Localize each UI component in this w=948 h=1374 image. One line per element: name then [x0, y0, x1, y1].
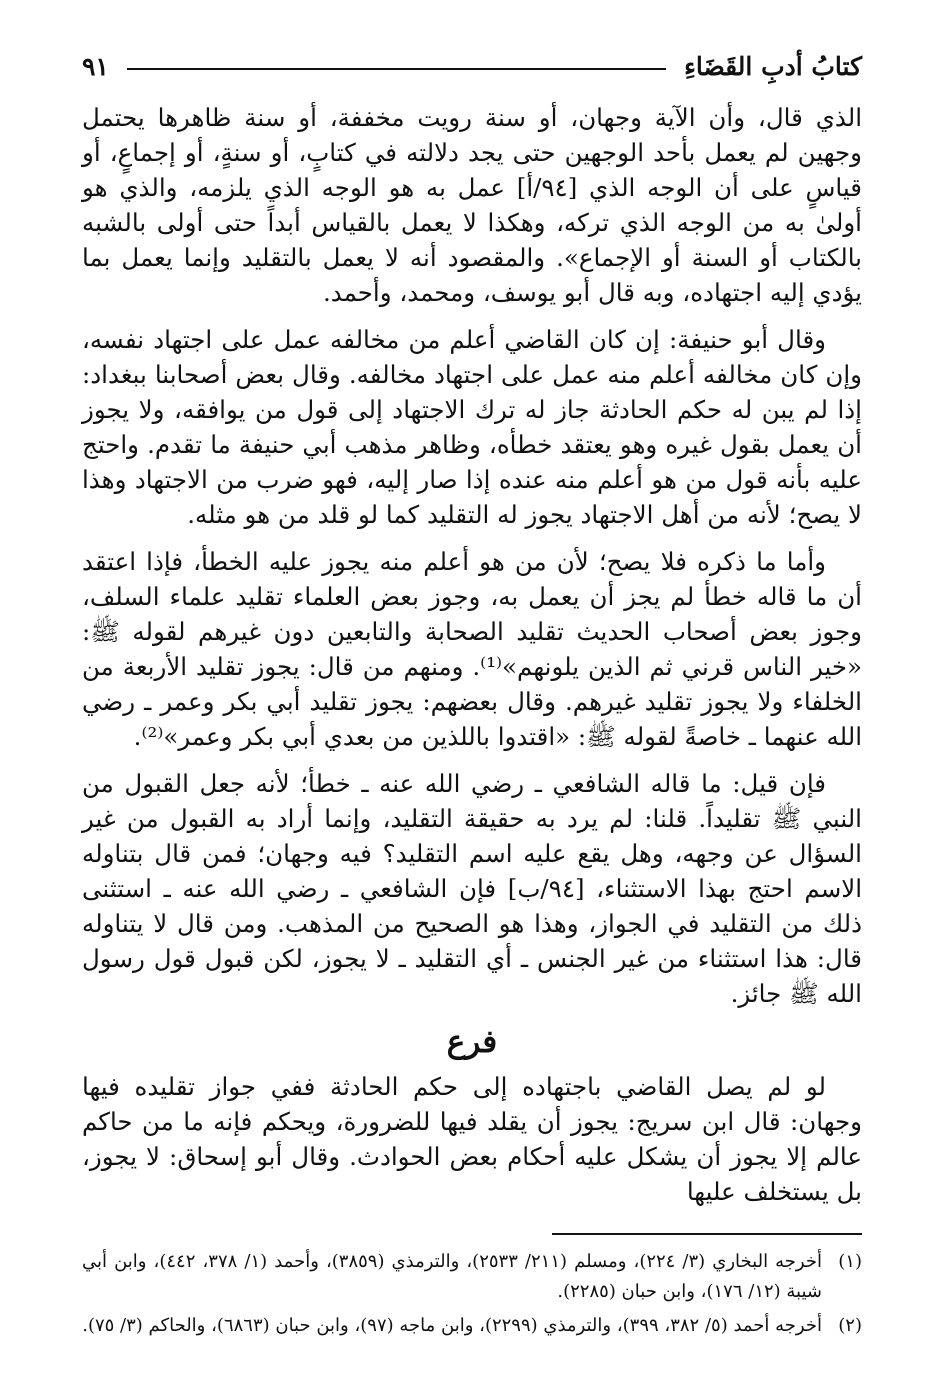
- footnote-rule: [552, 1233, 862, 1235]
- section-paragraph: لو لم يصل القاضي باجتهاده إلى حكم الحادثة ففي جواز تقليده فيها وجهان: قال ابن سريج: يجوز أن يقلد فيها للضرورة، ويحكم فإنه ما من حاكم عالم إلا يجوز أن يشكل عليه أحكام بعض الحوادث. وقال أبو إسحاق: لا يجوز، بل يستخلف عليها: [82, 1072, 862, 1206]
- footnote-text: أخرجه أحمد (٥/ ٣٨٢، ٣٩٩)، والترمذي (٢٢٩٩)، وابن ماجه (٩٧)، وابن حبان (٦٨٦٣)، والحاكم (٣/ ٧٥).: [82, 1315, 822, 1336]
- paragraph-1: الذي قال، وأن الآية وجهان، أو سنة رويت مخففة، أو سنة ظاهرها يحتمل وجهين لم يعمل بأحد الوجهين حتى يجد دلالته في كتابٍ، أو سنةٍ، أو إجماعٍ، أو قياسٍ على أن الوجه الذي [٩٤/أ] عمل به هو الوجه الذي يلزمه، والذي هو أولىٰ به من الوجه الذي تركه، وهكذا لا يعمل بالقياس أبداً حتى أولى بالشبه بالكتاب أو السنة أو الإجماع». والمقصود أنه لا يعمل بالتقليد وإنما يعمل بما يؤدي إليه اجتهاده، وبه قال أبو يوسف، ومحمد، وأحمد.: [82, 103, 862, 307]
- footnote-number: (٢): [838, 1315, 862, 1336]
- paragraph-2: وقال أبو حنيفة: إن كان القاضي أعلم من مخالفه عمل على اجتهاد نفسه، وإن كان مخالفه أعلم منه عمل على اجتهاد مخالفه. وقال بعض أصحابنا ببغداد: إذا لم يبن له حكم الحادثة جاز له ترك الاجتهاد إلى قول من يوافقه، ولا يجوز أن يعمل بقول غيره وهو يعتقد خطأه، وظاهر مذهب أبي حنيفة ما تقدم. واحتج عليه بأنه قول من هو أعلم منه عنده إذا صار إليه، فهو ضرب من الاجتهاد وهذا لا يصح؛ لأنه من أهل الاجتهاد يجوز له التقليد كما لو قلد من هو مثله.: [82, 325, 862, 529]
- footnote-text: أخرجه البخاري (٣/ ٢٢٤)، ومسلم (٢١١/ ٢٥٣٣)، والترمذي (٣٨٥٩)، وأحمد (١/ ٣٧٨، ٤٤٢)، وابن أبي شيبة (١٢/ ١٧٦)، وابن حبان (٢٢٨٥).: [82, 1251, 822, 1302]
- page-number: ٩١: [82, 51, 109, 81]
- footnote-2: [82, 1311, 862, 1341]
- paragraph-3: وأما ما ذكره فلا يصح؛ لأن من هو أعلم منه يجوز عليه الخطأ، فإذا اعتقد أن ما قاله خطأ لم يجز أن يعمل به، وجوز بعض العلماء تقليد علماء السلف، وجوز بعض أصحاب الحديث تقليد الصحابة والتابعين دون غيرهم لقوله ﷺ: «خير الناس قرني ثم الذين يلونهم»⁽¹⁾. ومنهم من قال: يجوز تقليد الأربعة من الخلفاء ولا يجوز تقليد غيرهم. وقال بعضهم: يجوز تقليد أبي بكر وعمر ـ رضي الله عنهما ـ خاصةً لقوله ﷺ: «اقتدوا باللذين من بعدي أبي بكر وعمر»⁽²⁾.: [82, 547, 862, 751]
- section-heading: فرع: [446, 1024, 498, 1060]
- header-rule: [127, 68, 666, 70]
- footnote-number: (١): [838, 1251, 862, 1272]
- paragraph-4: فإن قيل: ما قاله الشافعي ـ رضي الله عنه ـ خطأ؛ لأنه جعل القبول من النبي ﷺ تقليداً. قلنا: لم يرد به حقيقة التقليد، وإنما أراد به القبول من غير السؤال عن وجهه، وهل يقع عليه اسم التقليد؟ فيه وجهان؛ فمن قال بتناوله الاسم احتج بهذا الاستثناء، [٩٤/ب] فإن الشافعي ـ رضي الله عنه ـ استثنى ذلك من التقليد في الجواز، وهذا هو الصحيح من المذهب. ومن قال لا يتناوله قال: هذا استثناء من غير الجنس ـ أي التقليد ـ لا يجوز، لكن قبول قول رسول الله ﷺ جائز.: [82, 769, 862, 1008]
- running-title: كتابُ أدبِ القَضَاءِ: [684, 51, 862, 81]
- footnote-1: [82, 1247, 862, 1307]
- body-text: [82, 100, 862, 1209]
- page-header: [82, 46, 862, 86]
- footnotes: [82, 1247, 862, 1341]
